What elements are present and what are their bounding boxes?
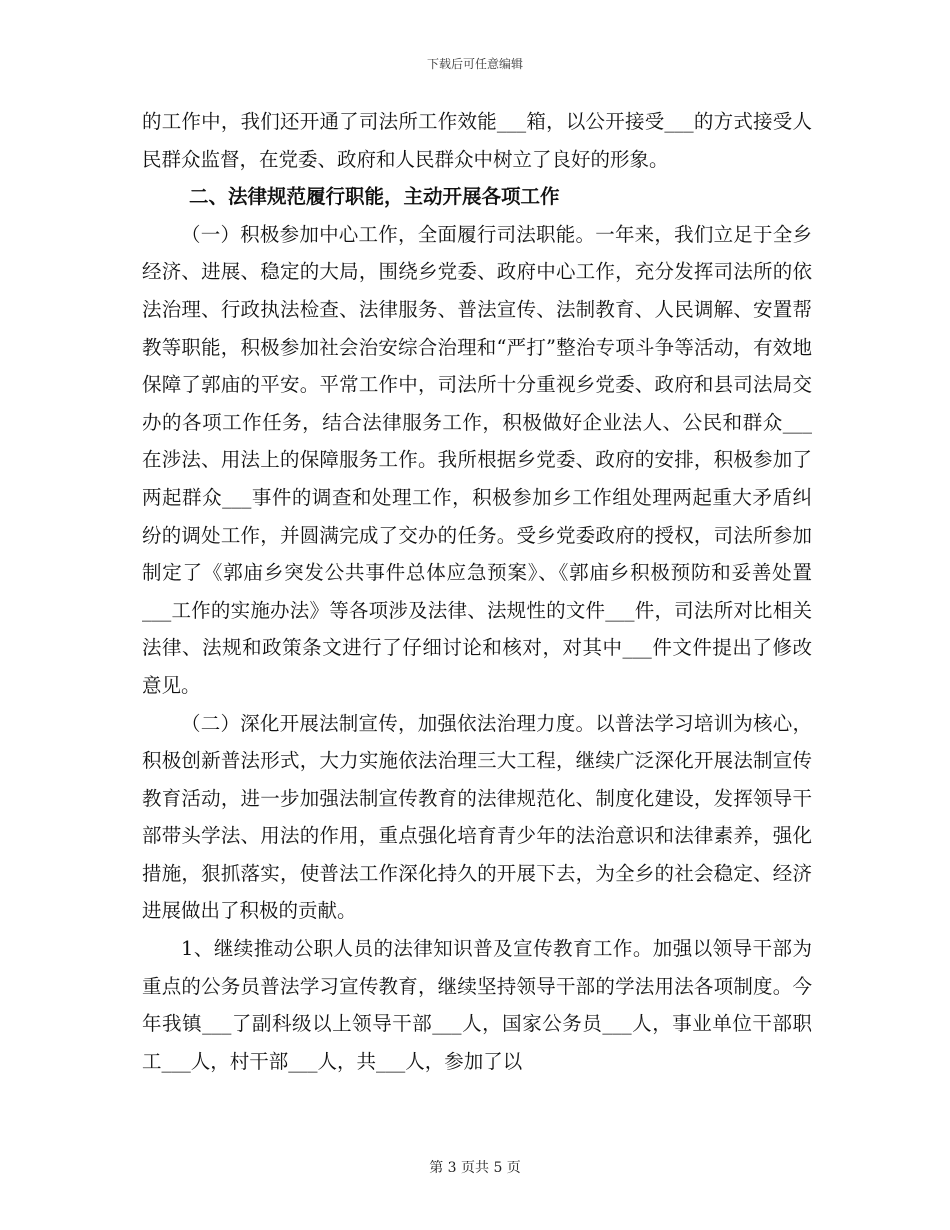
section-heading: 二、法律规范履行职能，主动开展各项工作 [189, 185, 560, 209]
paragraph-section-one: （一）积极参加中心工作，全面履行司法职能。一年来，我们立足于全乡经济、进展、稳定的大局，围绕乡党委、政府中心工作，充分发挥司法所的依法治理、行政执法检查、法律服务、普法宣传、法制教育、人民调解、安置帮教等职能，积极参加社会治安综合治理和“严打”整治专项斗争等活动，有效地保障了郭庙的平安。平常工作中，司法所十分重视乡党委、政府和县司法局交办的各项工作任务，结合法律服务工作，积极做好企业法人、公民和群众___在涉法、用法上的保障服务工作。我所根据乡党委、政府的安排，积极参加了两起群众___事件的调查和处理工作，积极参加乡工作组处理两起重大矛盾纠纷的调处工作，并圆满完成了交办的任务。受乡党委政府的授权，司法所参加制定了《郭庙乡突发公共事件总体应急预案》、《郭庙乡积极预防和妥善处置___工作的实施办法》等各项涉及法律、法规性的文件___件，司法所对比相关法律、法规和政策条文进行了仔细讨论和核对，对其中___件文件提出了修改意见。 [142, 222, 812, 697]
page-footer: 第 3 页共 5 页 [429, 1160, 521, 1176]
paragraph-continuation: 的工作中，我们还开通了司法所工作效能___箱，以公开接受___的方式接受人民群众监督，在党委、政府和人民群众中树立了良好的形象。 [142, 110, 812, 171]
document-body [142, 103, 812, 1080]
page-header: 下载后可任意编辑 [426, 57, 523, 71]
paragraph-item-one: 1、继续推动公职人员的法律知识普及宣传教育工作。加强以领导干部为重点的公务员普法学习宣传教育，继续坚持领导干部的学法用法各项制度。今年我镇___了副科级以上领导干部___人，国家公务员___人，事业单位干部职工___人，村干部___人，共___人，参加了以 [142, 937, 812, 1073]
paragraph-section-two: （二）深化开展法制宣传，加强依法治理力度。以普法学习培训为核心，积极创新普法形式，大力实施依法治理三大工程，继续广泛深化开展法制宣传教育活动，进一步加强法制宣传教育的法律规范化、制度化建设，发挥领导干部带头学法、用法的作用，重点强化培育青少年的法治意识和法律素养，强化措施，狠抓落实，使普法工作深化持久的开展下去，为全乡的社会稳定、经济进展做出了积极的贡献。 [142, 711, 812, 923]
